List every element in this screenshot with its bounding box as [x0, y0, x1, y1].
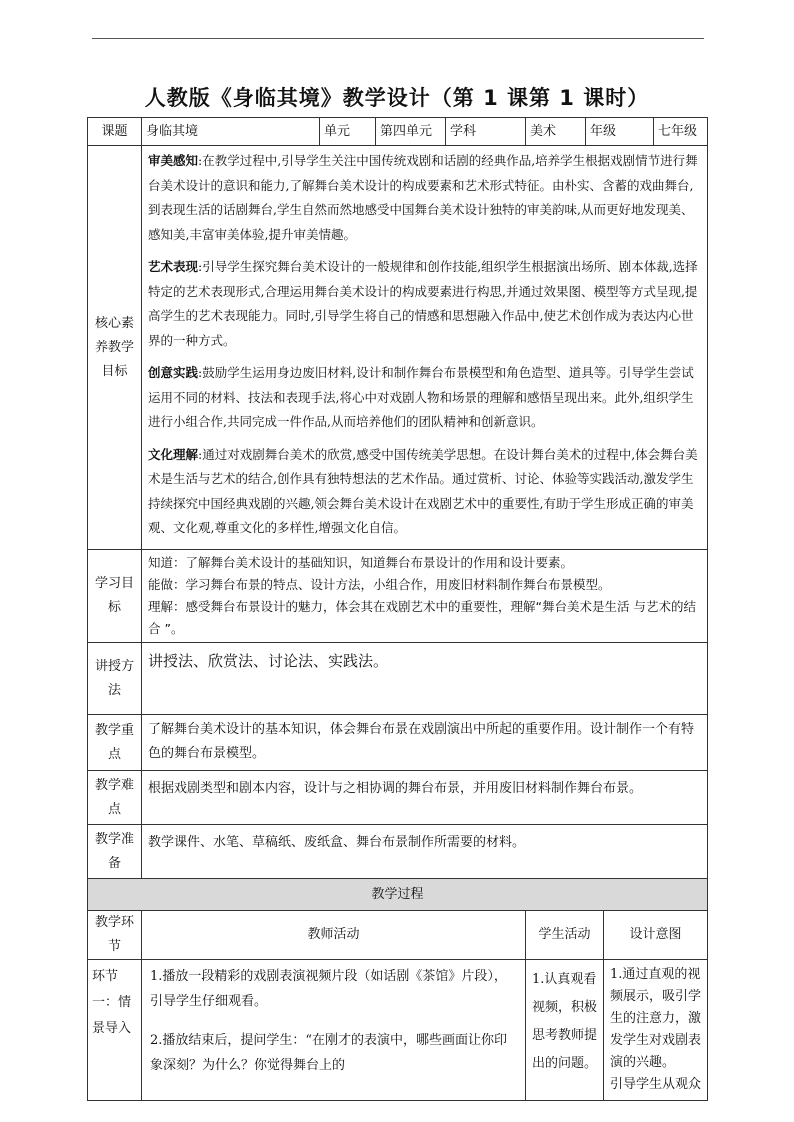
core-goals-label: 核心素养教学目标 — [88, 146, 142, 550]
core-item-expression: 艺术表现:引导学生探究舞台美术设计的一般规律和创作技能,组织学生根据演出场所、剧本体裁,选择特定的艺术表现形式,合理运用舞台美术设计的构成要素进行构思,并通过效果图、模型等方式呈现,提高学生的艺术表现能力。同时,引导学生将自己的情感和思想融入作品中,使艺术创作成为表达内心世界的一种方式。 — [148, 259, 698, 348]
unit-label: 单元 — [320, 118, 376, 146]
core-item-culture: 文化理解:通过对戏剧舞台美术的欣赏,感受中国传统美学思想。在设计舞台美术的过程中,体会舞台美术是生活与艺术的结合,创作具有独特想法的艺术作品。通过赏析、讨论、体验等实践活动,激发学生持续探究中国经典戏剧的兴趣,领会舞台美术设计在戏剧艺术中的重要性,有助于学生形成正确的审美观、文化观,尊重文化的多样性,增强文化自信。 — [148, 446, 698, 535]
col-teacher-header: 教师活动 — [142, 911, 526, 960]
teacher-activity-cell — [142, 960, 526, 1101]
design-intent-cell — [604, 960, 708, 1101]
unit-value: 第四单元 — [376, 118, 446, 146]
subject-value: 美术 — [526, 118, 586, 146]
process-header: 教学过程 — [88, 879, 708, 911]
core-item-aesthetic: 审美感知:在教学过程中,引导学生关注中国传统戏剧和话剧的经典作品,培养学生根据戏剧情节进行舞台美术设计的意识和能力,了解舞台美术设计的构成要素和艺术形式特征。由朴实、含蓄的戏曲舞台,到表现生活的话剧舞台,学生自然而然地感受中国舞台美术设计独特的审美韵味,从而更好地发现美、感知美,丰富审美体验,提升审美情趣。 — [148, 153, 698, 242]
col-intent-header: 设计意图 — [604, 911, 708, 960]
core-item-practice: 创意实践:鼓励学生运用身边废旧材料,设计和制作舞台布景模型和角色造型、道具等。引导学生尝试运用不同的材料、技法和表现手法,将心中对戏剧人物和场景的理解和感悟呈现出来。此外,组织学生进行小组合作,共同完成一件作品,从而培养他们的团队精神和创新意识。 — [148, 365, 694, 429]
col-student-header: 学生活动 — [526, 911, 604, 960]
difficulty-content: 根据戏剧类型和剧本内容，设计与之相协调的舞台布景，并用废旧材料制作舞台布景。 — [142, 771, 708, 825]
topic-label: 课题 — [88, 118, 142, 146]
key-points-content: 了解舞台美术设计的基本知识，体会舞台布景在戏剧演出中所起的重要作用。设计制作一个有特色的舞台布景模型。 — [142, 715, 708, 771]
teacher-step-1: 1.播放一段精彩的戏剧表演视频片段（如话剧《茶馆》片段），引导学生仔细观看。 — [150, 969, 507, 1009]
student-activity-cell: 1.认真观看视频，积极思考教师提出的问题。 — [526, 960, 604, 1101]
subject-label: 学科 — [446, 118, 526, 146]
goal-know: 知道：了解舞台美术设计的基础知识，知道舞台布景设计的作用和设计要素。 — [148, 555, 574, 570]
intent-1: 1.通过直观的视频展示，吸引学生的注意力，激发学生对戏剧表演的兴趣。 — [610, 967, 702, 1070]
prep-label: 教学准备 — [88, 825, 142, 879]
col-stage-header: 教学环节 — [88, 911, 142, 960]
method-label: 讲授方法 — [88, 643, 142, 715]
lesson-plan-table — [87, 117, 708, 1101]
topic-value: 身临其境 — [142, 118, 320, 146]
goal-do: 能做：学习舞台布景的特点、设计方法，小组合作，用废旧材料制作舞台布景模型。 — [148, 577, 611, 592]
teacher-step-2: 2.播放结束后，提问学生：“在刚才的表演中，哪些画面让你印象深刻？为什么？你觉得舞台上的 — [150, 1033, 508, 1073]
page-title: 人教版《身临其境》教学设计（第 1 课第 1 课时） — [144, 86, 650, 110]
key-points-label: 教学重点 — [88, 715, 142, 771]
difficulty-label: 教学难点 — [88, 771, 142, 825]
learning-goals-label: 学习目标 — [88, 550, 142, 643]
header-rule — [92, 38, 704, 39]
learning-goals-content — [142, 550, 708, 643]
method-content: 讲授法、欣赏法、讨论法、实践法。 — [142, 643, 708, 715]
core-goals-content — [142, 146, 708, 550]
intent-2: 引导学生从观众 — [610, 1077, 702, 1092]
prep-content: 教学课件、水笔、草稿纸、废纸盒、舞台布景制作所需要的材料。 — [142, 825, 708, 879]
goal-understand: 理解：感受舞台布景设计的魅力，体会其在戏剧艺术中的重要性，理解“舞台美术是生活 与艺术的结合 ”。 — [148, 599, 696, 636]
grade-label: 年级 — [586, 118, 654, 146]
grade-value: 七年级 — [654, 118, 708, 146]
stage-cell: 环节一：情景导入 — [88, 960, 142, 1101]
